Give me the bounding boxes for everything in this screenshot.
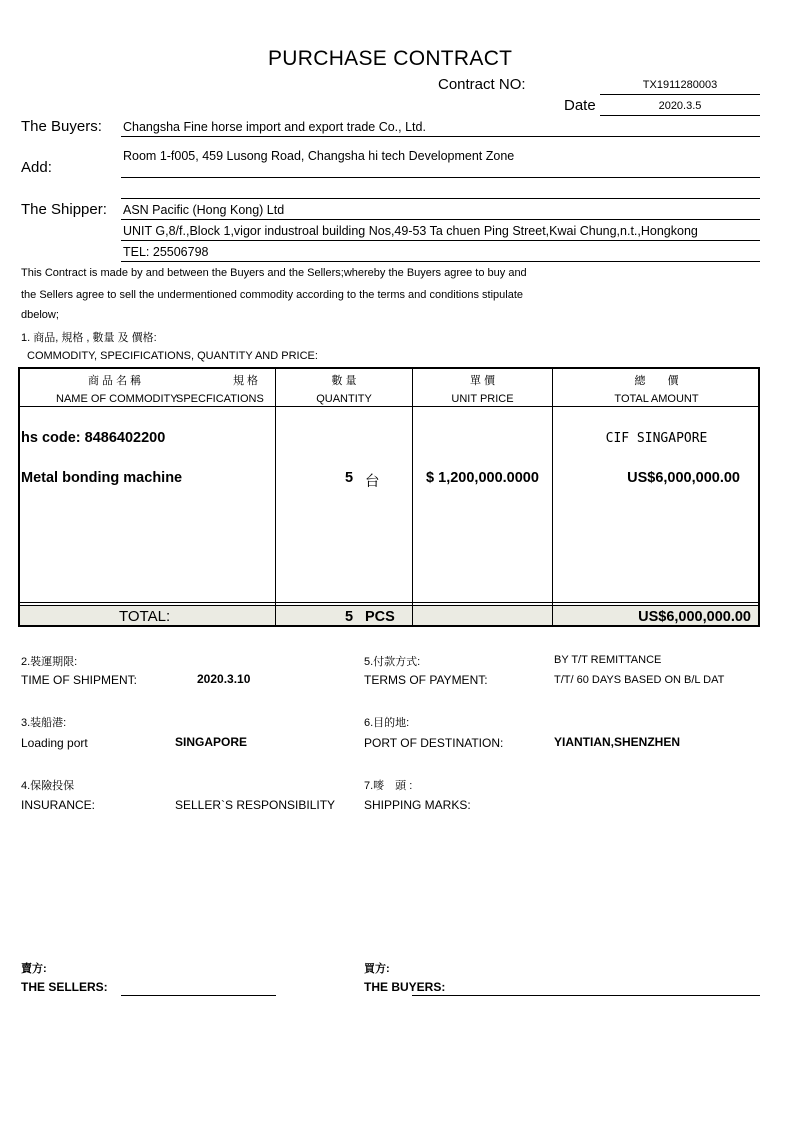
contract-no-label: Contract NO: <box>438 76 526 93</box>
shipper-address-underline <box>121 240 760 241</box>
hs-code: hs code: 8486402200 <box>21 430 166 446</box>
buyers-name-underline <box>121 136 760 137</box>
total-label: TOTAL: <box>119 608 171 625</box>
total-quantity: 5 <box>345 609 354 625</box>
item-unit-price: $ 1,200,000.0000 <box>426 470 539 486</box>
shipper-label: The Shipper: <box>21 201 107 218</box>
buyers-name: Changsha Fine horse import and export trade Co., Ltd. <box>123 120 426 134</box>
document-title: PURCHASE CONTRACT <box>268 47 513 70</box>
item-total-amount: US$6,000,000.00 <box>627 470 740 486</box>
shipment-value: 2020.3.10 <box>197 672 251 686</box>
grand-total: US$6,000,000.00 <box>638 609 751 625</box>
item-unit: 台 <box>365 474 380 490</box>
insurance-value: SELLER`S RESPONSIBILITY <box>175 798 336 812</box>
add-label: Add: <box>21 159 52 176</box>
payment-value-1: BY T/T REMITTANCE <box>554 654 662 666</box>
total-unit: PCS <box>365 609 395 625</box>
shipper-tel: TEL: 25506798 <box>123 245 209 259</box>
payment-label-en: TERMS OF PAYMENT: <box>364 673 488 687</box>
shipment-label-en: TIME OF SHIPMENT: <box>21 673 138 687</box>
table-header-divider <box>18 406 760 407</box>
shipper-tel-underline <box>121 261 760 262</box>
contract-no-underline <box>600 94 760 95</box>
shipping-marks-label-cn: 7.嘜 頭 : <box>364 780 413 792</box>
item-quantity: 5 <box>345 470 354 486</box>
intro-line-3: dbelow; <box>21 309 59 321</box>
intro-line-2: the Sellers agree to sell the undermentioned commodity according to the terms and conditions stipulate <box>21 289 524 301</box>
date-label: Date <box>564 97 596 114</box>
shipper-name: ASN Pacific (Hong Kong) Ltd <box>123 203 285 217</box>
date-value: 2020.3.5 <box>658 100 702 112</box>
insurance-label-en: INSURANCE: <box>21 798 96 812</box>
header-total-cn: 總 價 <box>634 375 679 387</box>
header-qty-en: QUANTITY <box>316 393 372 405</box>
section1-heading-en: COMMODITY, SPECIFICATIONS, QUANTITY AND PRICE: <box>27 350 318 362</box>
loading-port-label-en: Loading port <box>21 736 88 750</box>
table-col-divider-2 <box>412 367 413 627</box>
loading-port-value: SINGAPORE <box>175 735 248 749</box>
contract-no-value: TX1911280003 <box>642 79 718 91</box>
table-col-divider-1 <box>275 367 276 627</box>
loading-port-label-cn: 3.装船港: <box>21 717 67 729</box>
buyers-signature-line <box>412 995 760 996</box>
header-spec-cn: 規 格 <box>233 375 259 387</box>
table-col-divider-3 <box>552 367 553 627</box>
item-name: Metal bonding machine <box>21 470 183 486</box>
payment-label-cn: 5.付款方式: <box>364 656 421 668</box>
delivery-terms: CIF SINGAPORE <box>605 431 708 446</box>
table-total-divider-1 <box>18 602 760 603</box>
destination-value: YIANTIAN,SHENZHEN <box>554 735 681 749</box>
header-qty-cn: 數 量 <box>331 375 357 387</box>
payment-value-2: T/T/ 60 DAYS BASED ON B/L DAT <box>554 674 725 686</box>
section1-heading-cn: 1. 商品, 規格 , 數量 及 價格: <box>21 332 157 344</box>
shipper-address: UNIT G,8/f.,Block 1,vigor industroal building Nos,49-53 Ta chuen Ping Street,Kwai Chung,n.t.,Hongkong <box>123 224 698 238</box>
buyers-address: Room 1-f005, 459 Lusong Road, Changsha hi tech Development Zone <box>123 149 515 163</box>
blank-underline <box>121 198 760 199</box>
buyers-label: The Buyers: <box>21 118 102 135</box>
header-name-en: NAME OF COMMODITY <box>56 393 178 405</box>
header-name-cn: 商 品 名 稱 <box>88 375 142 387</box>
destination-label-en: PORT OF DESTINATION: <box>364 736 504 750</box>
insurance-label-cn: 4.保險投保 <box>21 780 75 792</box>
sellers-label-en: THE SELLERS: <box>21 980 108 994</box>
buyers-address-underline <box>121 177 760 178</box>
buyers-label-cn: 買方: <box>364 963 390 975</box>
buyers-label-en: THE BUYERS: <box>364 980 446 994</box>
destination-label-cn: 6.目的地: <box>364 717 410 729</box>
shipping-marks-label-en: SHIPPING MARKS: <box>364 798 471 812</box>
shipper-name-underline <box>121 219 760 220</box>
sellers-label-cn: 賣方: <box>21 963 47 975</box>
date-underline <box>600 115 760 116</box>
header-price-cn: 單 價 <box>469 375 496 387</box>
table-total-divider-2 <box>18 605 760 606</box>
shipment-label-cn: 2.裝運期限: <box>21 656 78 668</box>
header-total-en: TOTAL AMOUNT <box>614 393 699 405</box>
intro-line-1: This Contract is made by and between the Buyers and the Sellers;whereby the Buyers agree to buy and <box>21 267 527 279</box>
header-price-en: UNIT PRICE <box>451 393 514 405</box>
header-spec-en: SPECFICATIONS <box>176 393 264 405</box>
sellers-signature-line <box>121 995 276 996</box>
